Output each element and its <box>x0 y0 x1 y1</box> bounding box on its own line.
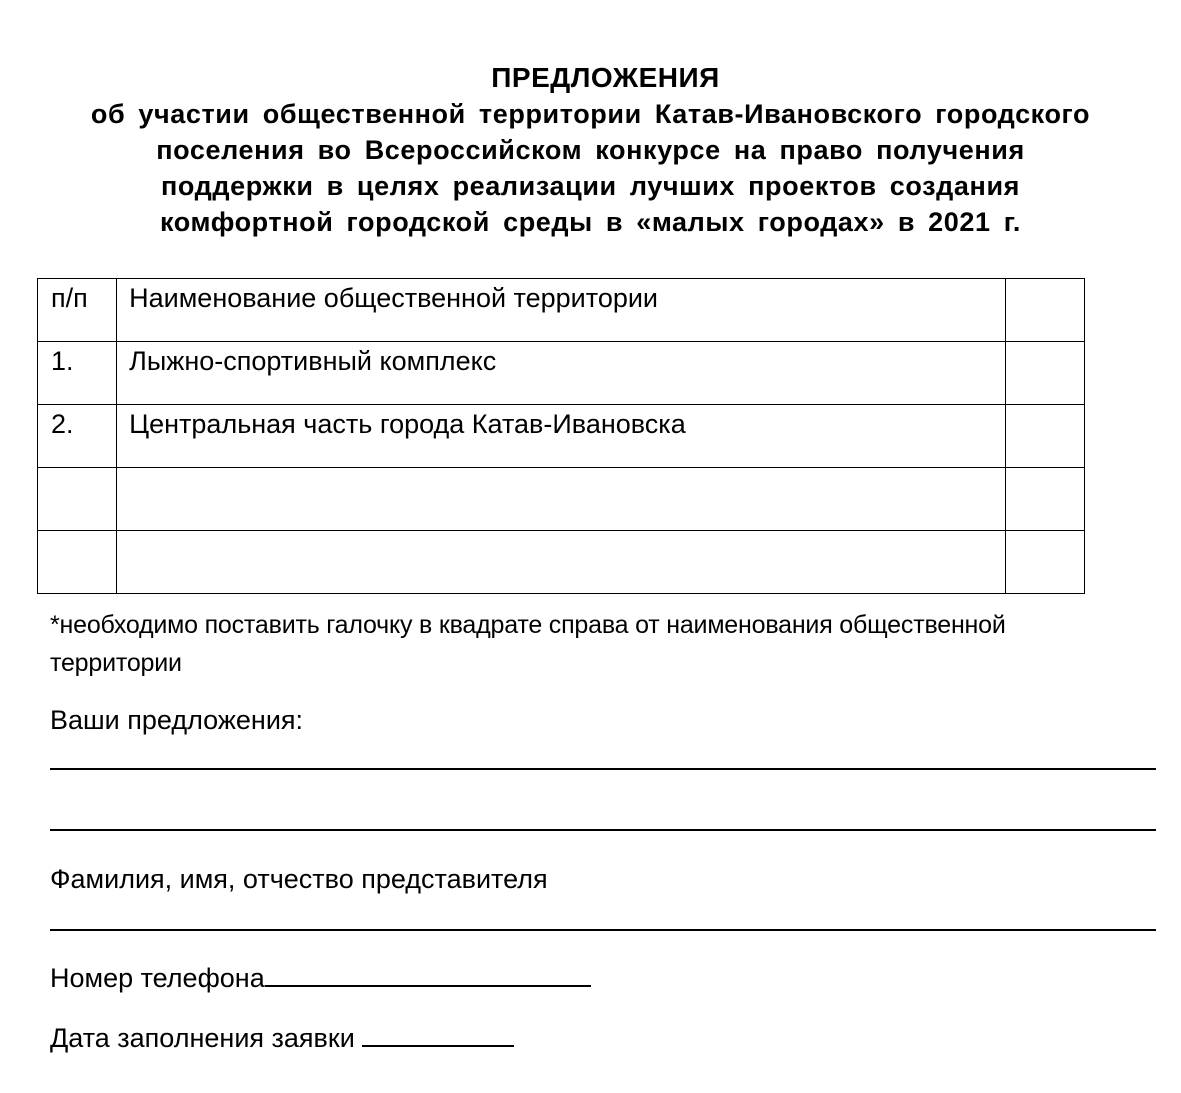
row-checkbox-cell[interactable] <box>1005 531 1084 594</box>
row-number <box>38 468 116 472</box>
header-name-label: Наименование общественной территории <box>129 283 659 313</box>
row-checkbox-mark <box>1006 531 1084 535</box>
document-subtitle-line-1: об участии общественной территории Катав-Ивановского городского <box>90 99 1091 129</box>
header-cell-number <box>38 279 117 342</box>
document-header <box>0 60 1181 240</box>
row-checkbox-cell[interactable] <box>1005 405 1084 468</box>
row-territory-name: Лыжно-спортивный комплекс <box>129 346 497 376</box>
document-title: ПРЕДЛОЖЕНИЯ <box>491 62 720 93</box>
proposals-label: Ваши предложения: <box>50 705 304 735</box>
phone-label: Номер телефона <box>50 963 265 993</box>
row-territory-name: Центральная часть города Катав-Ивановска <box>129 409 686 439</box>
row-name-cell[interactable] <box>117 531 1006 594</box>
checkbox-instruction-note: *необходимо поставить галочку в квадрате справа от наименования общественной территории <box>50 611 1006 677</box>
row-number-cell <box>38 468 117 531</box>
table-row <box>38 531 1085 594</box>
document-subtitle-line-4: комфортной городской среды в «малых городах» в 2021 г. <box>159 207 1021 237</box>
representative-name-label: Фамилия, имя, отчество представителя <box>50 864 548 894</box>
row-checkbox-cell[interactable] <box>1005 342 1084 405</box>
row-checkbox-mark <box>1006 468 1084 472</box>
header-number-label: п/п <box>51 283 88 313</box>
table-row <box>38 468 1085 531</box>
table-row <box>38 405 1085 468</box>
row-territory-name <box>117 468 1005 472</box>
phone-input-line[interactable] <box>265 963 591 987</box>
header-cell-name <box>117 279 1006 342</box>
row-number <box>38 531 116 535</box>
row-checkbox-mark <box>1006 342 1084 346</box>
table-row <box>38 342 1085 405</box>
date-label: Дата заполнения заявки <box>50 1023 355 1053</box>
row-number-cell <box>38 405 117 468</box>
row-number: 1. <box>51 346 74 376</box>
header-cell-checkbox <box>1005 279 1084 342</box>
row-checkbox-mark <box>1006 405 1084 409</box>
document-subtitle-line-2: поселения во Всероссийском конкурсе на право получения <box>156 135 1025 165</box>
row-number-cell <box>38 531 117 594</box>
header-checkbox-label <box>1006 279 1084 283</box>
row-name-cell <box>117 405 1006 468</box>
representative-name-line[interactable] <box>50 929 1156 931</box>
date-row <box>50 1023 514 1053</box>
table-header-row <box>38 279 1085 342</box>
row-name-cell <box>117 342 1006 405</box>
proposals-line-1[interactable] <box>50 768 1156 770</box>
date-input-line[interactable] <box>362 1023 514 1047</box>
row-territory-name <box>117 531 1005 535</box>
row-number-cell <box>38 342 117 405</box>
document-subtitle-line-3: поддержки в целях реализации лучших проектов создания <box>161 171 1020 201</box>
proposals-line-2[interactable] <box>50 829 1156 831</box>
territories-table <box>37 278 1085 594</box>
row-name-cell[interactable] <box>117 468 1006 531</box>
row-number: 2. <box>51 409 74 439</box>
row-checkbox-cell[interactable] <box>1005 468 1084 531</box>
phone-row <box>50 963 591 993</box>
